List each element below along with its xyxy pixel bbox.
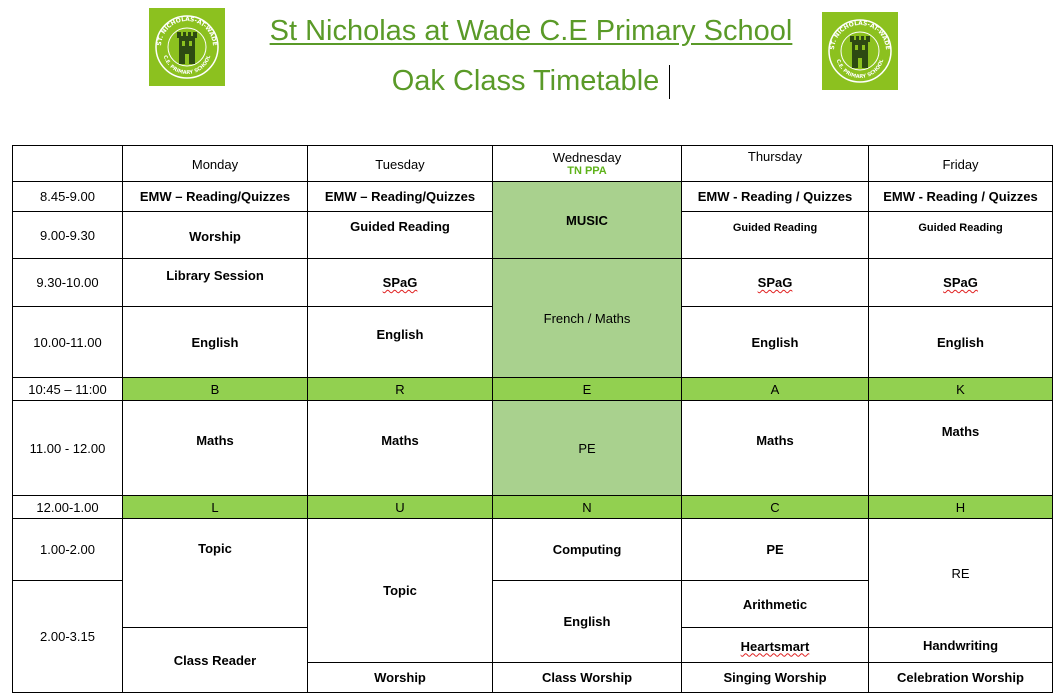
time-cell: 12.00-1.00	[12, 495, 123, 519]
lesson-cell: EMW – Reading/Quizzes	[122, 181, 308, 212]
lesson-cell: English	[868, 306, 1053, 378]
lunch-cell: N	[492, 495, 682, 519]
lesson-cell: Celebration Worship	[868, 662, 1053, 693]
day-header-wednesday	[492, 145, 682, 182]
lesson-cell-french-maths: French / Maths	[492, 258, 682, 378]
break-cell: B	[122, 377, 308, 401]
lesson-text: SPaG	[757, 275, 793, 290]
lesson-cell-pe: PE	[492, 400, 682, 496]
logo-text-bottom: C.E. PRIMARY SCHOOL	[161, 54, 213, 77]
page-title	[0, 65, 1062, 99]
lesson-cell: Maths	[868, 400, 1053, 496]
time-cell: 10.00-11.00	[12, 306, 123, 378]
day-header-tuesday: Tuesday	[307, 145, 493, 182]
lesson-text: SPaG	[382, 275, 418, 290]
lesson-cell: Handwriting	[868, 627, 1053, 663]
lesson-cell: Singing Worship	[681, 662, 869, 693]
lesson-cell: Maths	[681, 400, 869, 496]
break-cell: E	[492, 377, 682, 401]
lesson-cell	[307, 258, 493, 307]
lunch-cell: H	[868, 495, 1053, 519]
lunch-cell: L	[122, 495, 308, 519]
time-cell: 9.30-10.00	[12, 258, 123, 307]
logo-text-bottom: C.E. PRIMARY SCHOOL	[834, 58, 886, 81]
lesson-cell: Library Session	[122, 258, 308, 307]
time-cell: 9.00-9.30	[12, 211, 123, 259]
lesson-cell: EMW - Reading / Quizzes	[681, 181, 869, 212]
lesson-cell: Guided Reading	[681, 211, 869, 259]
lesson-cell: Arithmetic	[681, 580, 869, 628]
lesson-cell-music: MUSIC	[492, 181, 682, 259]
lesson-cell: Computing	[492, 518, 682, 581]
lesson-cell: Maths	[307, 400, 493, 496]
time-cell: 10:45 – 11:00	[12, 377, 123, 401]
lesson-cell	[868, 258, 1053, 307]
logo-text-top: ST. NICHOLAS-AT-WADE	[828, 19, 892, 51]
day-header-thursday: Thursday	[681, 145, 869, 182]
lesson-cell: Topic	[122, 518, 308, 628]
break-cell: K	[868, 377, 1053, 401]
lesson-cell: Topic	[307, 518, 493, 663]
ppa-note: TN PPA	[567, 164, 607, 177]
day-label-wednesday: Wednesday	[552, 149, 622, 165]
lesson-cell: Worship	[122, 211, 308, 259]
school-title: St Nicholas at Wade C.E Primary School	[269, 15, 793, 47]
lunch-cell: C	[681, 495, 869, 519]
time-cell: 11.00 - 12.00	[12, 400, 123, 496]
day-header-friday: Friday	[868, 145, 1053, 182]
lesson-cell: Worship	[307, 662, 493, 693]
lesson-cell: Class Reader	[122, 627, 308, 693]
lesson-cell: English	[122, 306, 308, 378]
lesson-cell: Guided Reading	[868, 211, 1053, 259]
lesson-cell: Maths	[122, 400, 308, 496]
text-cursor	[669, 65, 670, 99]
time-cell: 8.45-9.00	[12, 181, 123, 212]
lesson-cell: EMW - Reading / Quizzes	[868, 181, 1053, 212]
lesson-cell: Guided Reading	[307, 211, 493, 259]
lesson-cell: English	[492, 580, 682, 663]
time-cell: 1.00-2.00	[12, 518, 123, 581]
lesson-text: SPaG	[943, 275, 978, 290]
lunch-cell: U	[307, 495, 493, 519]
lesson-cell: RE	[868, 518, 1053, 628]
lesson-cell: PE	[681, 518, 869, 581]
break-cell: A	[681, 377, 869, 401]
lesson-cell: EMW – Reading/Quizzes	[307, 181, 493, 212]
lesson-cell	[681, 627, 869, 663]
day-header-monday: Monday	[122, 145, 308, 182]
class-title-text: Oak Class Timetable	[391, 65, 660, 97]
time-cell: 2.00-3.15	[12, 580, 123, 693]
corner-cell	[12, 145, 123, 182]
break-cell: R	[307, 377, 493, 401]
lesson-text: Heartsmart	[740, 638, 810, 654]
logo-text-top: ST. NICHOLAS-AT-WADE	[155, 15, 219, 47]
lesson-cell: English	[681, 306, 869, 378]
lesson-cell	[681, 258, 869, 307]
lesson-cell: English	[307, 306, 493, 378]
lesson-cell: Class Worship	[492, 662, 682, 693]
